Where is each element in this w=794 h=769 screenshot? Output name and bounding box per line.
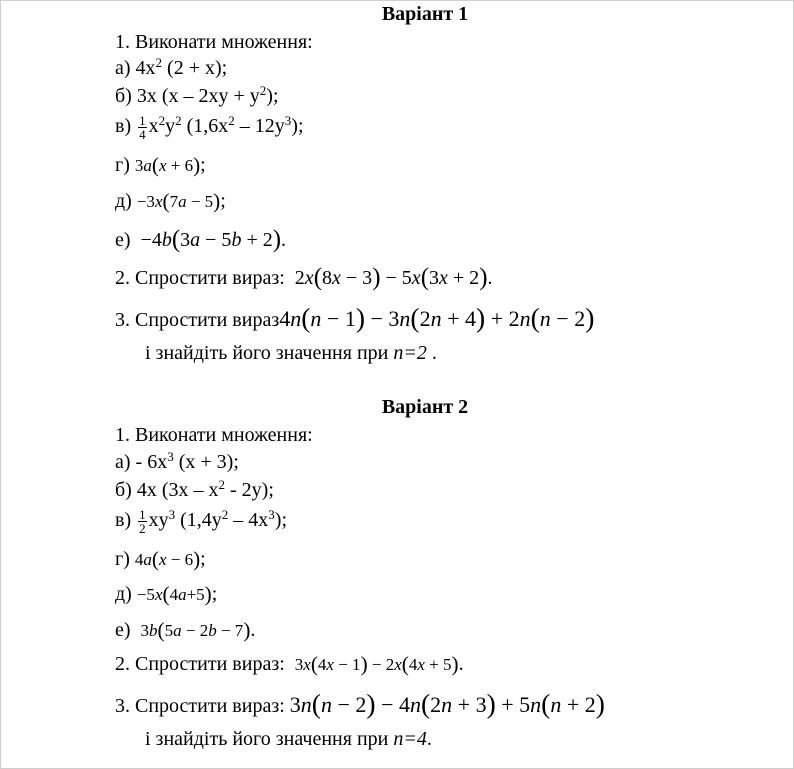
- v1-item-v-fraction: $\frac{1}{4}$: [139, 113, 146, 142]
- v1-item-a: а) $4x^2$ (2 + x);: [115, 55, 228, 79]
- v2-item-v-label: в): [115, 509, 132, 532]
- v1-item-e-label: е): [115, 229, 131, 251]
- v1-item-g-label: г): [115, 154, 130, 176]
- v2-item-v-fraction: $\frac{1}{2}$: [139, 507, 146, 536]
- v1-task3: 3. Спростити вираз4n(n − 1) − 3n(2n + 4) + 2n(n − 2): [115, 302, 595, 333]
- v2-task3-label: 3. Спростити вираз:: [115, 695, 285, 717]
- v2-item-v: в) $\frac{1}{2}$ $xy^3$ $(1,4y^2 - 4x^3)$;: [115, 507, 287, 536]
- v2-item-e: е) 3b(5a − 2b − 7).: [115, 618, 256, 642]
- v2-task3-condition: і знайдіть його значення при n=4.: [145, 728, 432, 750]
- v1-item-v-label: в): [115, 115, 132, 138]
- v1-item-b: б) 3x $(x - 2xy + y^2)$;: [115, 83, 279, 107]
- v2-task2-label: 2. Спростити вираз:: [115, 653, 285, 675]
- v1-task3-label: 3. Спростити вираз: [115, 309, 280, 331]
- v1-task1-heading: 1. Виконати множення:: [115, 31, 313, 53]
- v2-item-d: д) −5x(4a+5);: [115, 582, 218, 606]
- v2-task2: 2. Спростити вираз: 3x(4x − 1) − 2x(4x + 5).: [115, 652, 464, 676]
- v2-item-g-label: г): [115, 548, 130, 570]
- v2-item-d-label: д): [115, 583, 132, 605]
- v1-item-g: г) 3a(x + 6);: [115, 153, 206, 177]
- v1-task2: 2. Спростити вираз: 2x(8x − 3) − 5x(3x + 2).: [115, 264, 493, 291]
- v2-item-e-label: е): [115, 619, 131, 641]
- v2-item-b-label: б): [115, 479, 132, 501]
- v2-item-a: $а) - 6x^3$ (x + 3);: [115, 449, 239, 473]
- v1-task2-label: 2. Спростити вираз:: [115, 267, 285, 289]
- v2-item-a-label: а): [115, 451, 131, 473]
- v2-task1-heading: 1. Виконати множення:: [115, 424, 313, 446]
- v2-task3: 3. Спростити вираз: 3n(n − 2) − 4n(2n + 3) + 5n(n + 2): [115, 688, 605, 719]
- v1-item-d-label: д): [115, 190, 132, 212]
- v1-item-d: д) −3x(7a − 5);: [115, 189, 226, 213]
- v1-item-a-label: а): [115, 57, 131, 79]
- v1-task3-condition: і знайдіть його значення при n=2 .: [145, 342, 437, 364]
- v2-item-g: г) 4a(x − 6);: [115, 547, 206, 571]
- variant-2-title: Варіант 2: [381, 396, 469, 418]
- v2-n-value: n=4: [393, 728, 427, 750]
- v2-item-b: б) 4x $(3x - x^2 - 2y)$;: [115, 477, 274, 501]
- v1-item-v: в) $\frac{1}{4}$ $x^2y^2$ $(1,6x^2 - 12y^3)$;: [115, 113, 304, 142]
- variant-1-title: Варіант 1: [381, 3, 469, 25]
- v1-item-e: е) −4b(3a − 5b + 2).: [115, 226, 287, 253]
- v1-item-b-label: б): [115, 85, 132, 107]
- v1-n-value: n=2: [393, 342, 427, 364]
